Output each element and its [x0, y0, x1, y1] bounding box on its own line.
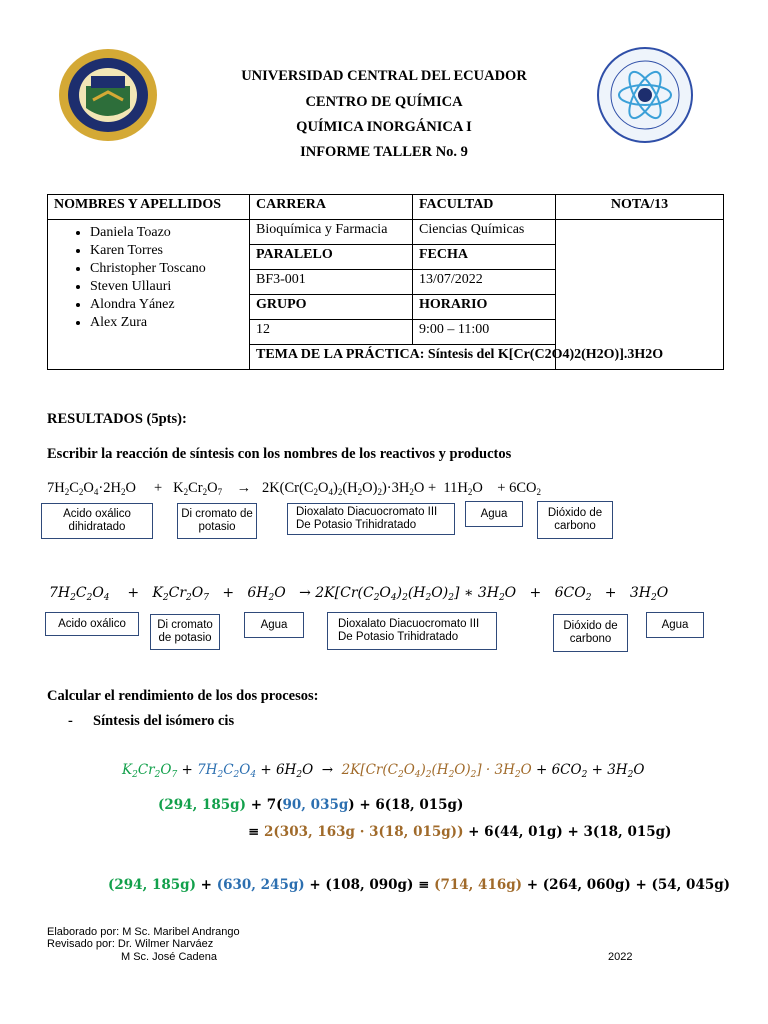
student-name: • Karen Torres — [90, 242, 243, 260]
facultad-value: Ciencias Químicas — [413, 220, 556, 245]
header-university: UNIVERSIDAD CENTRAL DEL ECUADOR — [241, 68, 527, 84]
reaction-equation-1: $7H_2C_2O_4\cdot 2H_2O$ + $K_2Cr_2O_7$ → $2K(Cr(C_2O_4)_2(H_2O)_2)\cdot 3H_2O + 11H_2O$ + $6CO_2$ — [47, 480, 541, 497]
header-names: NOMBRES Y APELLIDOS — [48, 195, 250, 220]
header-facultad: FACULTAD — [413, 195, 556, 220]
header-paralelo: PARALELO — [250, 245, 413, 270]
header-fecha: FECHA — [413, 245, 556, 270]
horario-value: 9:00 – 11:00 — [413, 320, 556, 345]
yield-equation-2: (294, 185g) + 7(90, 035g) + 6(18, 015g) — [158, 797, 464, 813]
yield-title: Calcular el rendimiento de los dos procesos: — [47, 688, 319, 704]
yield-dash: - — [68, 713, 73, 729]
student-name: • Steven Ullauri — [90, 278, 243, 296]
student-name: • Christopher Toscano — [90, 260, 243, 278]
yield-subtitle: Síntesis del isómero cis — [93, 713, 235, 729]
footer-revisado-2: M Sc. José Cadena — [121, 951, 217, 963]
header-course: QUÍMICA INORGÁNICA I — [296, 119, 472, 135]
label-dichromate-2: Di cromato de potasio — [150, 614, 220, 650]
practice-topic: TEMA DE LA PRÁCTICA: Síntesis del K[Cr(C2O4)2(H2O)].3H2O — [250, 345, 724, 370]
label-oxalic: Acido oxálico — [45, 612, 139, 636]
results-instruction: Escribir la reacción de síntesis con los nombres de los reactivos y productos — [47, 446, 512, 462]
carrera-value: Bioquímica y Farmacia — [250, 220, 413, 245]
student-name: • Alondra Yánez — [90, 296, 243, 314]
label-water: Agua — [465, 501, 523, 527]
label-carbon-dioxide-2: Dióxido de carbono — [553, 614, 628, 652]
header-center: CENTRO DE QUÍMICA — [305, 94, 463, 110]
label-product-complex-2: Dioxalato Diacuocromato III De Potasio Trihidratado — [327, 612, 497, 650]
names-cell — [48, 220, 250, 370]
student-name: • Alex Zura — [90, 314, 243, 332]
yield-equation-1: $K_2Cr_2O_7 + 7H_2C_2O_4 + 6H_2O \to 2K[Cr(C_2O_4)_2(H_2O)_2] \cdot 3H_2O + 6CO_2 + 3H_2O$ — [122, 762, 645, 780]
footer-revisado: Revisado por: Dr. Wilmer Narváez — [47, 938, 214, 950]
header-carrera: CARRERA — [250, 195, 413, 220]
reaction-equation-2: $7H_2C_2O_4$ + $K_2Cr_2O_7 + 6H_2O \to 2K[Cr(C_2O_4)_2(H_2O)_2]$ ∗ $3H_2O + 6CO_2 + 3H_2O$ — [49, 585, 669, 603]
grupo-value: 12 — [250, 320, 413, 345]
label-carbon-dioxide: Dióxido de carbono — [537, 501, 613, 539]
header-horario: HORARIO — [413, 295, 556, 320]
label-water-3: Agua — [646, 612, 704, 638]
header-report: INFORME TALLER No. 9 — [300, 144, 468, 160]
fecha-value: 13/07/2022 — [413, 270, 556, 295]
label-product-complex: Dioxalato Diacuocromato III De Potasio Trihidratado — [287, 503, 455, 535]
info-table — [47, 194, 724, 370]
results-title: RESULTADOS (5pts): — [47, 411, 187, 427]
label-water-2: Agua — [244, 612, 304, 638]
header-nota: NOTA/13 — [556, 195, 724, 220]
label-oxalic-dihydrate: Acido oxálico dihidratado — [41, 503, 153, 539]
student-name: • Daniela Toazo — [90, 224, 243, 242]
paralelo-value: BF3-001 — [250, 270, 413, 295]
footer-year: 2022 — [608, 951, 633, 963]
student-list — [54, 224, 243, 332]
yield-equation-3: ≡ 2(303, 163g · 3(18, 015g)) + 6(44, 01g) + 3(18, 015g) — [248, 824, 672, 840]
label-dichromate: Di cromato de potasio — [177, 503, 257, 539]
footer-elaborado: Elaborado por: M Sc. Maribel Andrango — [47, 926, 240, 938]
header-grupo: GRUPO — [250, 295, 413, 320]
yield-equation-4: (294, 185g) + (630, 245g) + (108, 090g) ≡ (714, 416g) + (264, 060g) + (54, 045g) — [108, 877, 731, 893]
